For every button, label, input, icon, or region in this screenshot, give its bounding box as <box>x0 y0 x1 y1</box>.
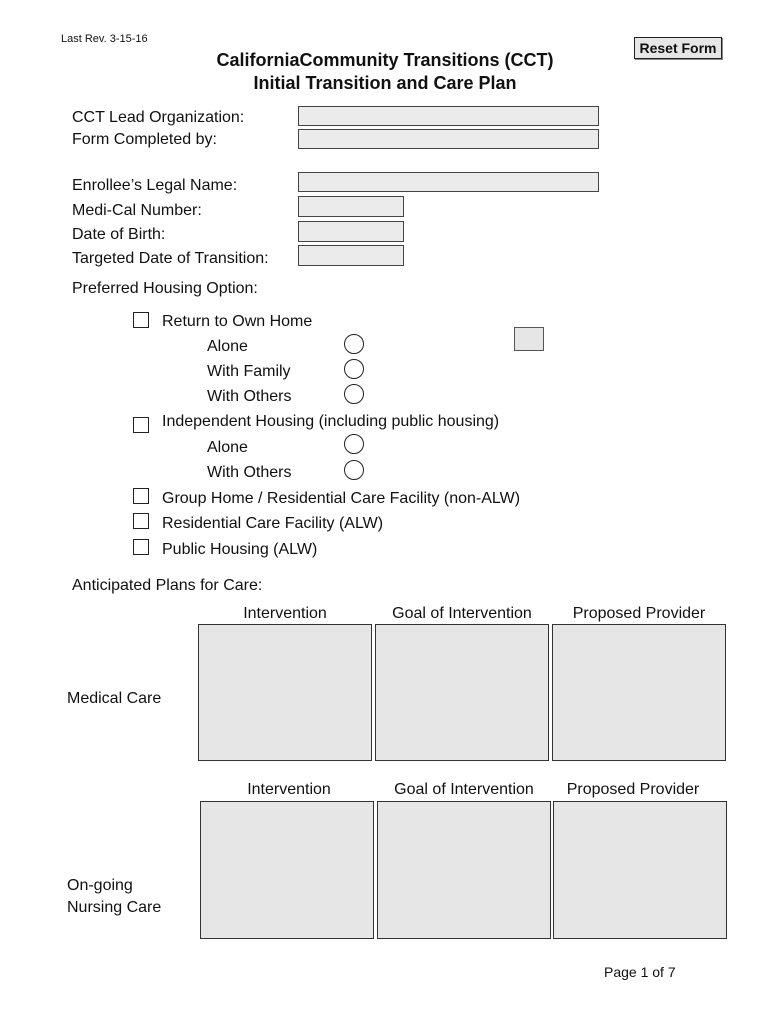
care-heading: Anticipated Plans for Care: <box>72 577 263 594</box>
nursing-care-label-line1: On-going <box>67 877 133 894</box>
medi-cal-field[interactable] <box>298 196 404 217</box>
public-housing-alw-label: Public Housing (ALW) <box>162 541 318 558</box>
page-number: Page 1 of 7 <box>604 964 676 980</box>
medical-care-label: Medical Care <box>67 690 162 707</box>
independent-alone-radio[interactable] <box>344 434 364 454</box>
lead-org-field[interactable] <box>298 106 599 126</box>
own-home-alone-radio[interactable] <box>344 334 364 354</box>
medical-col-intervention: Intervention <box>243 605 327 622</box>
form-subtitle: Initial Transition and Care Plan <box>253 73 517 93</box>
own-home-alone-label: Alone <box>207 338 248 355</box>
own-home-family-label: With Family <box>207 363 291 380</box>
legal-name-field[interactable] <box>298 172 599 192</box>
medical-provider-field[interactable] <box>552 624 726 761</box>
dob-field[interactable] <box>298 221 404 242</box>
group-home-checkbox[interactable] <box>133 488 149 504</box>
own-home-label: Return to Own Home <box>162 313 313 330</box>
independent-others-radio[interactable] <box>344 460 364 480</box>
nursing-col-intervention: Intervention <box>247 781 331 798</box>
public-housing-alw-checkbox[interactable] <box>133 539 149 555</box>
own-home-others-label: With Others <box>207 388 292 405</box>
independent-housing-checkbox[interactable] <box>133 417 149 433</box>
independent-others-label: With Others <box>207 464 292 481</box>
medi-cal-label: Medi-Cal Number: <box>72 202 202 219</box>
lead-org-label: CCT Lead Organization: <box>72 109 245 126</box>
medical-col-goal: Goal of Intervention <box>392 605 532 622</box>
own-home-others-radio[interactable] <box>344 384 364 404</box>
medical-intervention-field[interactable] <box>198 624 372 761</box>
group-home-label: Group Home / Residential Care Facility (non-ALW) <box>162 490 521 507</box>
rcf-alw-checkbox[interactable] <box>133 513 149 529</box>
own-home-family-radio[interactable] <box>344 359 364 379</box>
rcf-alw-label: Residential Care Facility (ALW) <box>162 515 384 532</box>
reset-form-button[interactable]: Reset Form <box>634 37 722 59</box>
form-title: CaliforniaCommunity Transitions (CCT) <box>216 50 554 70</box>
housing-extra-field[interactable] <box>514 327 544 351</box>
nursing-provider-field[interactable] <box>553 801 727 939</box>
nursing-intervention-field[interactable] <box>200 801 374 939</box>
housing-heading: Preferred Housing Option: <box>72 280 258 297</box>
nursing-goal-field[interactable] <box>377 801 551 939</box>
target-date-label: Targeted Date of Transition: <box>72 250 269 267</box>
legal-name-label: Enrollee’s Legal Name: <box>72 177 238 194</box>
nursing-care-label-line2: Nursing Care <box>67 899 162 916</box>
completed-by-field[interactable] <box>298 129 599 149</box>
medical-col-provider: Proposed Provider <box>572 605 706 622</box>
independent-housing-label: Independent Housing (including public housing) <box>162 413 500 430</box>
medical-goal-field[interactable] <box>375 624 549 761</box>
completed-by-label: Form Completed by: <box>72 131 217 148</box>
dob-label: Date of Birth: <box>72 226 166 243</box>
target-date-field[interactable] <box>298 245 404 266</box>
revision-note: Last Rev. 3-15-16 <box>61 33 148 45</box>
own-home-checkbox[interactable] <box>133 312 149 328</box>
nursing-col-goal: Goal of Intervention <box>394 781 534 798</box>
independent-alone-label: Alone <box>207 439 248 456</box>
nursing-col-provider: Proposed Provider <box>566 781 700 798</box>
